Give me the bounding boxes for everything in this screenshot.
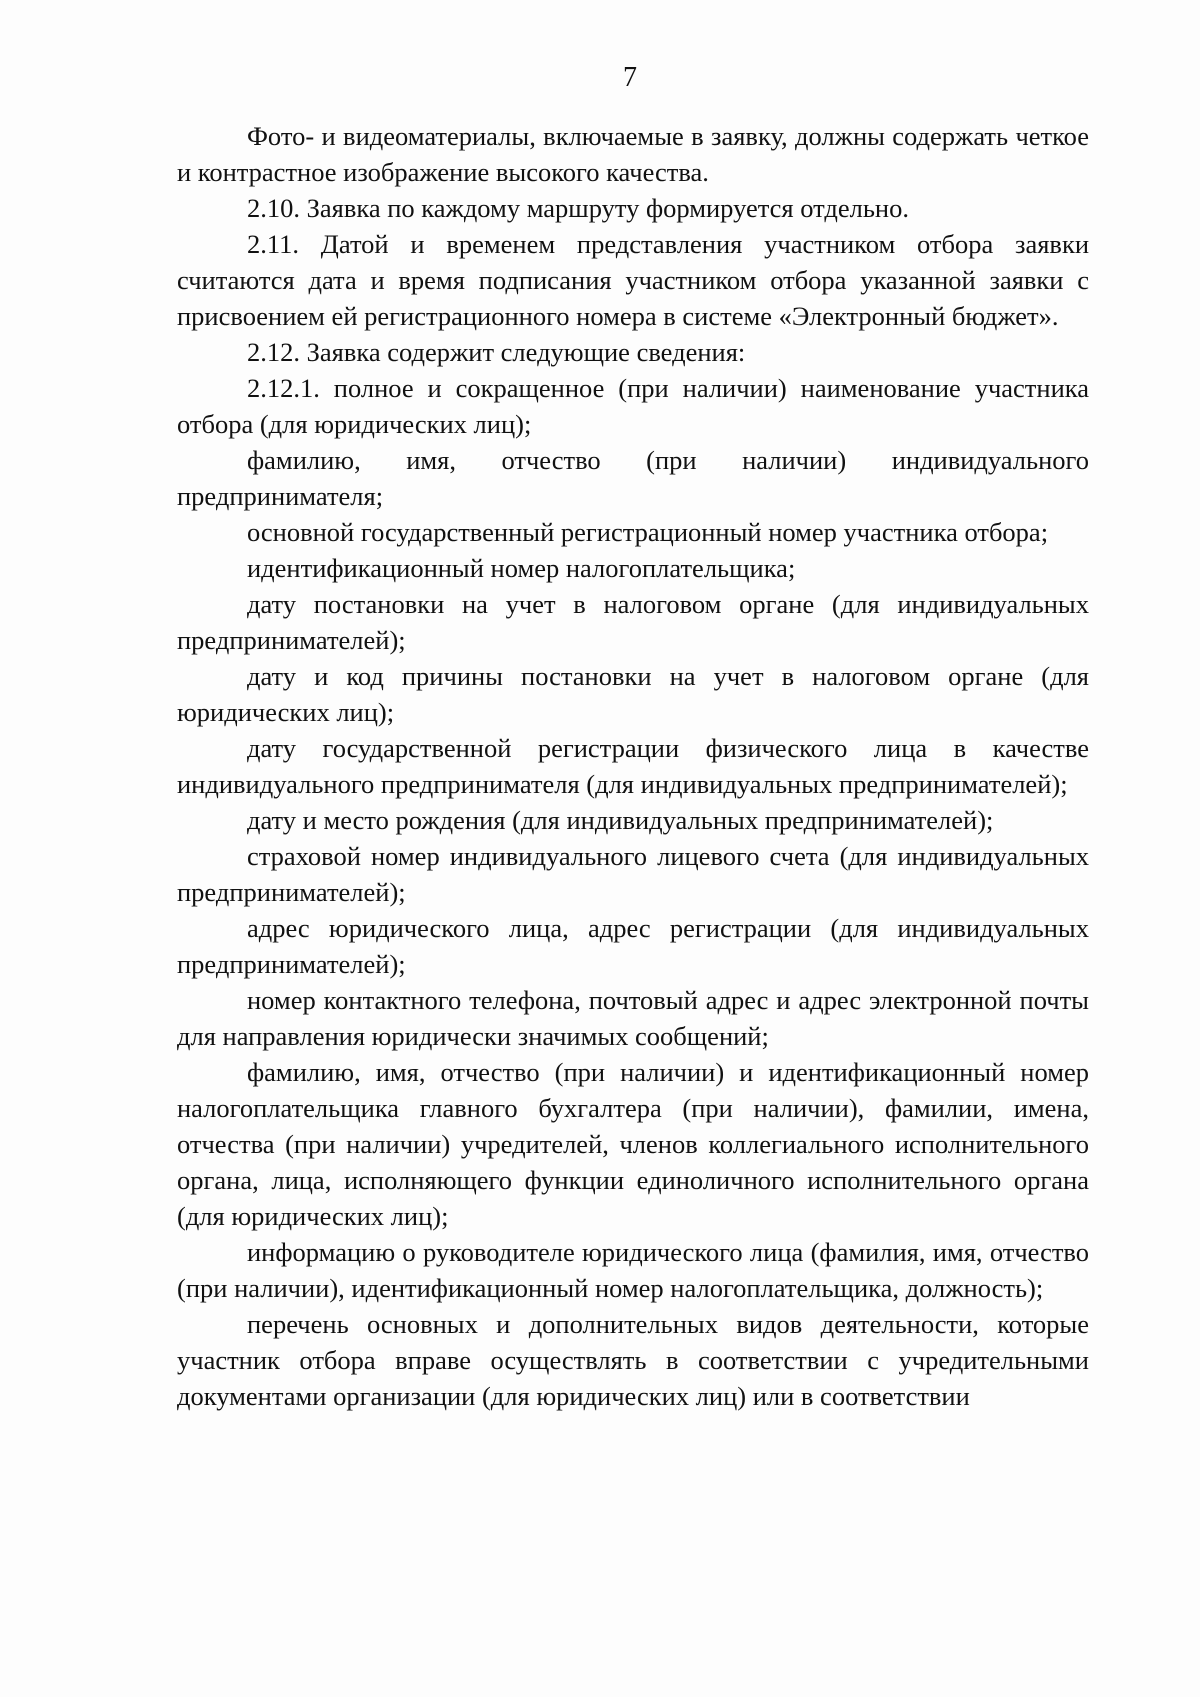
paragraph: 2.12.1. полное и сокращенное (при наличии) наименование участника отбора (для юридических лиц);: [177, 373, 1089, 439]
page-number: 7: [623, 62, 637, 93]
paragraph: информацию о руководителе юридического лица (фамилия, имя, отчество (при наличии), идентификационный номер налогоплательщика, должность);: [177, 1237, 1089, 1303]
paragraph: дату постановки на учет в налоговом органе (для индивидуальных предпринимателей);: [177, 589, 1089, 655]
paragraph: дату и код причины постановки на учет в налоговом органе (для юридических лиц);: [177, 661, 1089, 727]
paragraph: 2.12. Заявка содержит следующие сведения:: [247, 337, 746, 367]
paragraph: 2.10. Заявка по каждому маршруту формируется отдельно.: [247, 193, 909, 223]
paragraph: фамилию, имя, отчество (при наличии) индивидуального предпринимателя;: [177, 445, 1089, 511]
paragraph: фамилию, имя, отчество (при наличии) и идентификационный номер налогоплательщика главного бухгалтера (при наличии), фамилии, имена, отчества (при наличии) учредителей, членов коллегиального исполнительного органа, лица, исполняющего функции единоличного исполнительного органа (для юридических лиц);: [177, 1057, 1089, 1231]
paragraph: 2.11. Датой и временем представления участником отбора заявки считаются дата и время подписания участником отбора указанной заявки с присвоением ей регистрационного номера в системе «Электронный бюджет».: [177, 229, 1089, 331]
document-body: [177, 118, 1089, 1414]
paragraph: номер контактного телефона, почтовый адрес и адрес электронной почты для направления юридически значимых сообщений;: [177, 985, 1089, 1051]
paragraph: основной государственный регистрационный номер участника отбора;: [247, 517, 1049, 547]
paragraph: адрес юридического лица, адрес регистрации (для индивидуальных предпринимателей);: [177, 913, 1089, 979]
paragraph: идентификационный номер налогоплательщика;: [247, 553, 796, 583]
paragraph: дату государственной регистрации физического лица в качестве индивидуального предпринимателя (для индивидуальных предпринимателей);: [177, 733, 1089, 799]
paragraph: дату и место рождения (для индивидуальных предпринимателей);: [247, 805, 994, 835]
paragraph: перечень основных и дополнительных видов деятельности, которые участник отбора вправе осуществлять в соответствии с учредительными документами организации (для юридических лиц) или в соответствии: [177, 1309, 1089, 1411]
paragraph: страховой номер индивидуального лицевого счета (для индивидуальных предпринимателей);: [177, 841, 1089, 907]
paragraph: Фото- и видеоматериалы, включаемые в заявку, должны содержать четкое и контрастное изображение высокого качества.: [177, 121, 1089, 187]
